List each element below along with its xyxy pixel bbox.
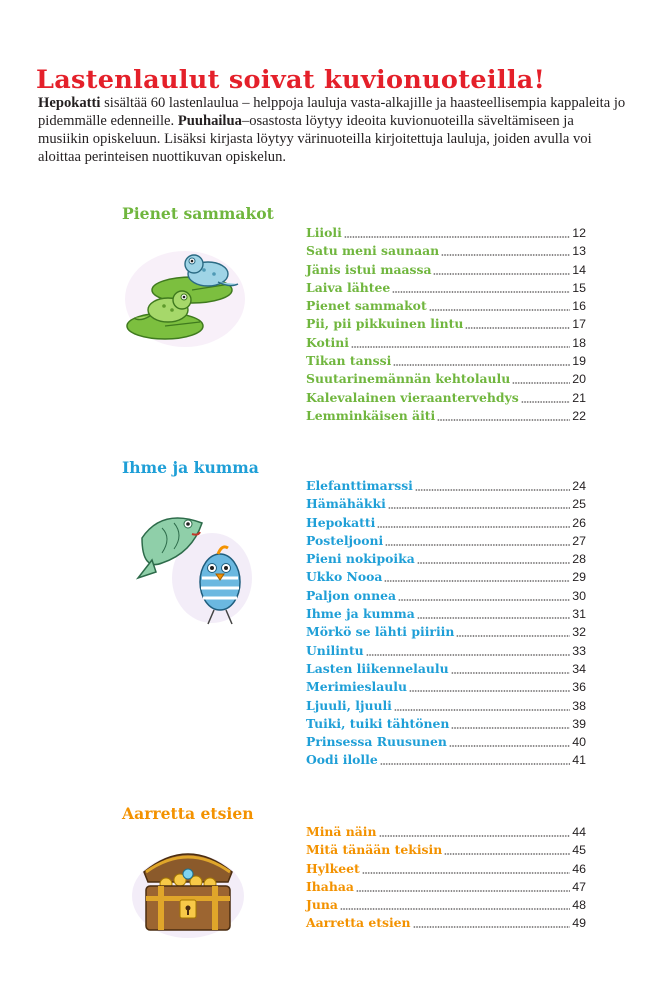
page-number: 38: [572, 698, 586, 713]
dot-leader: [415, 482, 570, 491]
song-title: Pii, pii pikkuinen lintu: [306, 316, 464, 332]
dot-leader: [392, 284, 570, 293]
page-number: 25: [572, 497, 586, 512]
treasure-chest-icon: [128, 834, 248, 944]
song-title: Hylkeet: [306, 860, 360, 876]
section-title: Pienet sammakot: [122, 204, 274, 223]
intro-text-2: –osastosta löytyy ideoita kuvionuoteilla säveltämiseen ja musiikin opiskeluun. Lisäksi kirjasta löytyy värinuoteilla kirjoitettuja lauluja, joiden avulla voi aloittaa perinteisen nuottikuvan opiskelun.: [38, 113, 592, 165]
intro-text-1: sisältää 60 lastenlaulua – helppoja lauluja vasta-alkajille ja haasteellisempia kappaleita jo pidemmälle edenneille.: [38, 95, 626, 129]
song-title: Minä näin: [306, 824, 377, 839]
list-item[interactable]: [306, 262, 586, 280]
page-number: 21: [572, 390, 586, 405]
dot-leader: [512, 375, 570, 384]
dot-leader: [456, 628, 570, 637]
song-title: Kalevalainen vieraantervehdys: [306, 389, 519, 405]
page-number: 31: [572, 607, 586, 622]
page-number: 41: [572, 753, 586, 768]
dot-leader: [451, 665, 570, 674]
page-number: 22: [572, 408, 586, 423]
dot-leader: [429, 302, 570, 311]
dot-leader: [356, 883, 570, 892]
song-title: Unilintu: [306, 642, 364, 658]
dot-leader: [344, 229, 570, 238]
list-item[interactable]: [306, 861, 586, 879]
song-title: Paljon onnea: [306, 587, 396, 603]
list-item[interactable]: [306, 225, 586, 243]
dot-leader: [441, 247, 570, 256]
list-item[interactable]: [306, 533, 586, 551]
song-title: Lasten liikennelaulu: [306, 660, 449, 676]
song-title: Jänis istui maassa: [306, 261, 432, 277]
song-title: Ljuuli, ljuuli: [306, 697, 392, 713]
list-item[interactable]: [306, 335, 586, 353]
dot-leader: [362, 865, 570, 874]
dot-leader: [444, 846, 570, 855]
list-item[interactable]: [306, 879, 586, 897]
list-item[interactable]: [306, 588, 586, 606]
list-item[interactable]: [306, 824, 586, 842]
song-title: Elefanttimarssi: [306, 478, 413, 493]
song-title: Tuiki, tuiki tähtönen: [306, 715, 450, 731]
song-title: Ukko Nooa: [306, 569, 383, 585]
list-item[interactable]: [306, 496, 586, 514]
dot-leader: [521, 394, 570, 403]
song-title: Juna: [306, 897, 338, 913]
page-number: 49: [572, 916, 586, 931]
page-number: 47: [572, 879, 586, 894]
list-item[interactable]: [306, 390, 586, 408]
page-number: 14: [572, 262, 586, 277]
song-title: Posteljooni: [306, 532, 384, 548]
list-item[interactable]: [306, 243, 586, 261]
song-title: Aarretta etsien: [306, 915, 411, 931]
dot-leader: [385, 537, 570, 546]
dot-leader: [409, 683, 570, 692]
page-number: 30: [572, 588, 586, 603]
dot-leader: [380, 756, 570, 765]
dot-leader: [394, 702, 570, 711]
list-item[interactable]: [306, 661, 586, 679]
dot-leader: [433, 266, 570, 275]
page-number: 13: [572, 244, 586, 259]
dot-leader: [465, 320, 570, 329]
page-number: 20: [572, 372, 586, 387]
intro-bold-puuhailua: Puuhailua: [177, 113, 242, 129]
dot-leader: [398, 592, 570, 601]
list-item[interactable]: [306, 478, 586, 496]
dot-leader: [449, 738, 570, 747]
song-title: Ihahaa: [306, 878, 354, 894]
list-item[interactable]: [306, 897, 586, 915]
song-title: Prinsessa Ruusunen: [306, 734, 447, 750]
song-title: Kotini: [306, 334, 349, 350]
list-item[interactable]: [306, 280, 586, 298]
page-number: 17: [572, 317, 586, 332]
page-number: 46: [572, 861, 586, 876]
list-item[interactable]: [306, 408, 586, 426]
list-item[interactable]: [306, 752, 586, 770]
dot-leader: [413, 919, 570, 928]
dot-leader: [379, 828, 570, 837]
list-item[interactable]: [306, 569, 586, 587]
song-title: Oodi ilolle: [306, 752, 378, 768]
page-number: 28: [572, 552, 586, 567]
list-item[interactable]: [306, 734, 586, 752]
song-title: Satu meni saunaan: [306, 243, 440, 259]
page-number: 48: [572, 898, 586, 913]
intro-paragraph: [38, 94, 628, 166]
page-number: 26: [572, 515, 586, 530]
page-number: 40: [572, 735, 586, 750]
list-item[interactable]: [306, 316, 586, 334]
song-title: Merimieslaulu: [306, 679, 407, 695]
list-item[interactable]: [306, 624, 586, 642]
list-item[interactable]: [306, 515, 586, 533]
page-number: 34: [572, 661, 586, 676]
dot-leader: [393, 357, 570, 366]
list-item[interactable]: [306, 716, 586, 734]
list-item[interactable]: [306, 551, 586, 569]
list-item[interactable]: [306, 643, 586, 661]
list-item[interactable]: [306, 606, 586, 624]
section-title: Aarretta etsien: [122, 804, 254, 823]
song-title: Liioli: [306, 225, 342, 240]
page-number: 45: [572, 843, 586, 858]
song-title: Lemminkäisen äiti: [306, 407, 436, 423]
page-number: 32: [572, 625, 586, 640]
page-number: 36: [572, 680, 586, 695]
page-number: 44: [572, 825, 586, 839]
song-title: Pieni nokipoika: [306, 551, 415, 567]
song-title: Hepokatti: [306, 514, 376, 530]
song-title: Mörkö se lähti piiriin: [306, 624, 455, 640]
song-list: [306, 225, 586, 426]
dot-leader: [351, 339, 570, 348]
intro-bold-hepokatti: Hepokatti: [38, 95, 101, 111]
song-list: [306, 824, 586, 934]
song-title: Hämähäkki: [306, 496, 386, 512]
list-item[interactable]: [306, 679, 586, 697]
page-number: 16: [572, 299, 586, 314]
song-list: [306, 478, 586, 771]
frogs-icon: [120, 244, 250, 354]
page-number: 19: [572, 354, 586, 369]
list-item[interactable]: [306, 371, 586, 389]
dot-leader: [417, 610, 570, 619]
song-title: Ihme ja kumma: [306, 606, 415, 622]
list-item[interactable]: [306, 353, 586, 371]
dot-leader: [451, 720, 570, 729]
page-number: 18: [572, 335, 586, 350]
page-number: 33: [572, 643, 586, 658]
list-item[interactable]: [306, 915, 586, 933]
list-item[interactable]: [306, 842, 586, 860]
section-title: Ihme ja kumma: [122, 458, 259, 477]
dot-leader: [388, 500, 570, 509]
song-title: Mitä tänään tekisin: [306, 842, 443, 858]
page-number: 29: [572, 570, 586, 585]
song-title: Suutarinemännän kehtolaulu: [306, 371, 511, 387]
dot-leader: [377, 519, 570, 528]
dot-leader: [384, 573, 570, 582]
dot-leader: [340, 901, 570, 910]
page-number: 39: [572, 716, 586, 731]
dot-leader: [417, 555, 570, 564]
song-title: Laiva lähtee: [306, 279, 391, 295]
dot-leader: [437, 412, 570, 421]
page-title: Lastenlaulut soivat kuvionuoteilla!: [36, 65, 546, 96]
page-number: 24: [572, 479, 586, 493]
song-title: Pienet sammakot: [306, 298, 427, 314]
page-number: 12: [572, 226, 586, 240]
page-number: 27: [572, 533, 586, 548]
list-item[interactable]: [306, 298, 586, 316]
dot-leader: [366, 647, 570, 656]
song-title: Tikan tanssi: [306, 353, 392, 369]
fish-and-bird-icon: [122, 498, 262, 628]
list-item[interactable]: [306, 698, 586, 716]
page-number: 15: [572, 280, 586, 295]
